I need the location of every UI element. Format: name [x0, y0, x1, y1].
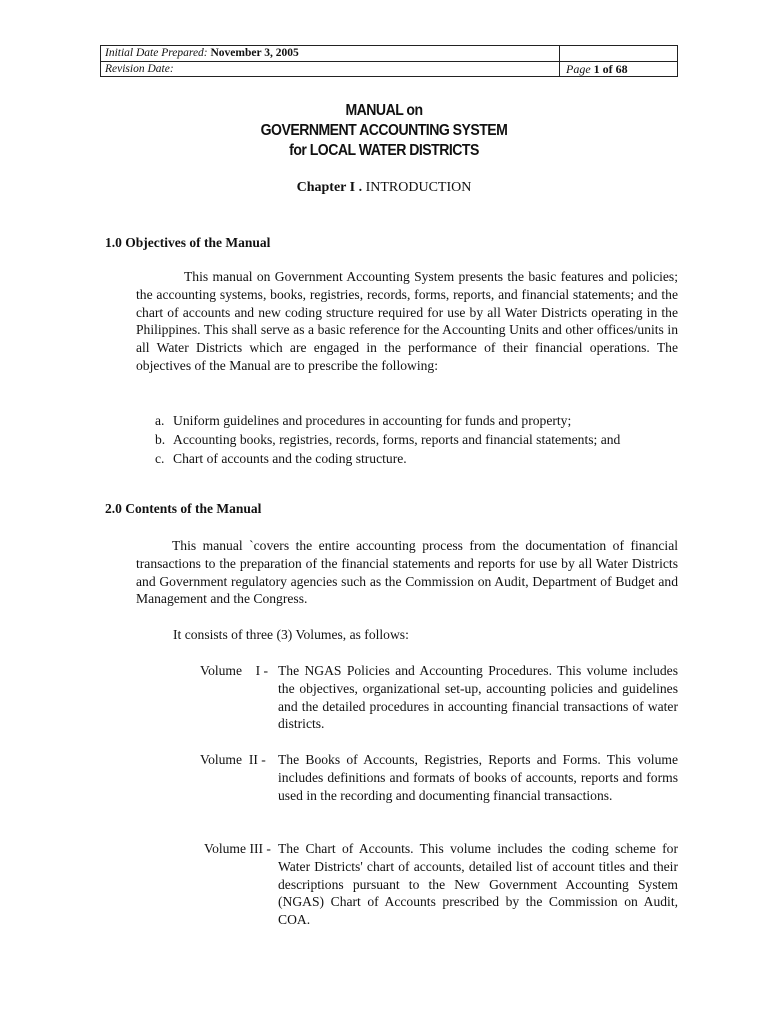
- chapter-heading: [0, 180, 768, 196]
- list-item: c. Chart of accounts and the coding structure.: [155, 451, 407, 466]
- list-item: b. Accounting books, registries, records, forms, reports and financial statements; and: [155, 432, 621, 447]
- document-header-table: [100, 45, 678, 77]
- list-item: a. Uniform guidelines and procedures in accounting for funds and property;: [155, 413, 572, 428]
- page-number: Page 1 of 68: [566, 62, 628, 76]
- revision-date-label: Revision Date:: [105, 63, 174, 75]
- section-2-paragraph: This manual `covers the entire accounting process from the documentation of financial transactions to the preparation of the financial statements and reports for use by all Water Districts and Government regulatory agencies such as the Commission on Audit, Department of Budget and Management and the Congress.: [136, 538, 678, 607]
- header-divider: [559, 46, 560, 76]
- volumes-intro: It consists of three (3) Volumes, as follows:: [173, 627, 409, 642]
- section-1-paragraph: This manual on Government Accounting System presents the basic features and policies; the accounting systems, books, registries, records, forms, reports, and financial statements; and the chart of accounts and new coding structure required for use by all Water Districts operating in the Philippines. This shall serve as a basic reference for the Accounting Units and other offices/units in all Water Districts which are engaged in the performance of their financial operations. The objectives of the Manual are to prescribe the following:: [136, 269, 678, 373]
- header-row-prepared: [101, 46, 677, 62]
- volume-1-entry: Volume I - The NGAS Policies and Accounting Procedures. This volume includes the objectives, organizational set-up, accounting policies and guidelines and the detailed procedures in accounting financial transactions of water districts.: [200, 663, 678, 732]
- section-1-heading: 1.0 Objectives of the Manual: [105, 235, 271, 250]
- title-line-1: MANUAL on: [345, 102, 423, 119]
- chapter-name: INTRODUCTION: [365, 180, 472, 195]
- chapter-label: Chapter I .: [296, 180, 363, 195]
- title-line-3: for LOCAL WATER DISTRICTS: [289, 142, 479, 159]
- date-prepared-value: November 3, 2005: [210, 47, 299, 59]
- objectives-list: [155, 411, 620, 468]
- header-row-revision: [101, 62, 677, 77]
- title-line-2: GOVERNMENT ACCOUNTING SYSTEM: [260, 122, 508, 139]
- volume-3-entry: Volume III - The Chart of Accounts. This volume includes the coding scheme for Water Districts' chart of accounts, detailed list of account titles and their descriptions pursuant to the New Government Accounting System (NGAS) Chart of Accounts prescribed by the Commission on Audit, COA.: [204, 841, 678, 928]
- date-prepared-label: Initial Date Prepared:: [105, 47, 208, 59]
- section-2-heading: 2.0 Contents of the Manual: [105, 501, 262, 516]
- volume-2-entry: Volume II - The Books of Accounts, Registries, Reports and Forms. This volume includes definitions and formats of books of accounts, reports and forms used in the recording and documenting financial transactions.: [200, 752, 678, 803]
